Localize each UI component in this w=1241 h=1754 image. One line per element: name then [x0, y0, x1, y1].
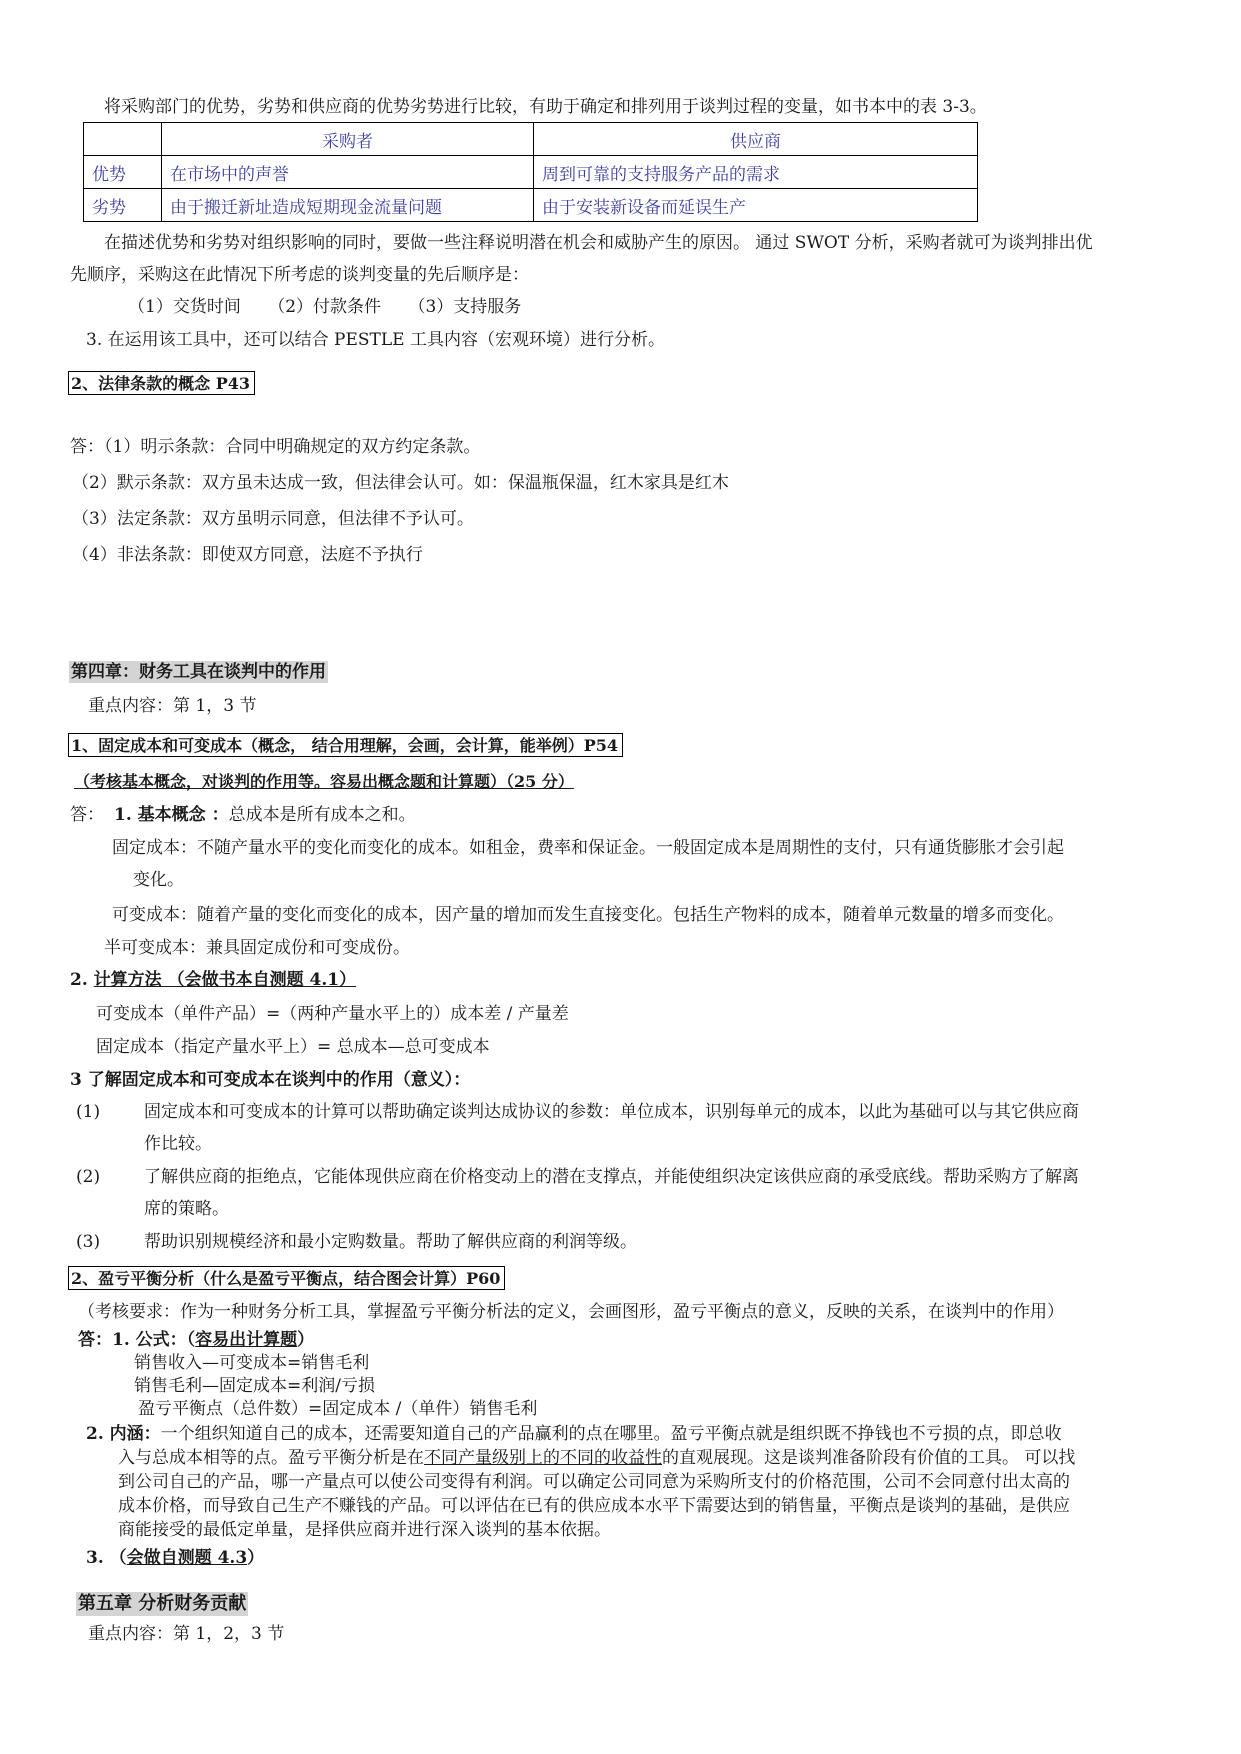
role-title: 3 了解固定成本和可变成本在谈判中的作用（意义）： [70, 1070, 471, 1090]
intro-paragraph: 将采购部门的优势，劣势和供应商的优势劣势进行比较，有助于确定和排列用于谈判过程的变量，如书本中的表 3-3。 [104, 97, 987, 117]
swot-table [83, 122, 978, 222]
swot-paragraph-line: 先顺序，采购这在此情况下所考虑的谈判变量的先后顺序是： [70, 265, 529, 285]
table-row [84, 156, 978, 189]
role-item-number: (2) [76, 1167, 101, 1187]
legal-answer-line: （3）法定条款：双方虽明示同意，但法律不予认可。 [72, 509, 474, 529]
table-header-cell [84, 123, 162, 156]
breakeven-formula-heading [78, 1330, 314, 1350]
meaning-line: 商能接受的最低定单量，是择供应商并进行深入谈判的基本依据。 [118, 1520, 611, 1540]
calc-method-number: 2. [70, 970, 94, 990]
meaning-label: 2. 内涵： [86, 1424, 161, 1444]
legal-answer-line: 答：（1）明示条款：合同中明确规定的双方约定条款。 [70, 437, 481, 457]
meaning-line [86, 1424, 1062, 1444]
breakeven-formula-line: 盈亏平衡点（总件数）=固定成本 /（单件）销售毛利 [138, 1399, 538, 1419]
formula-line: 固定成本（指定产量水平上）= 总成本—总可变成本 [96, 1037, 490, 1057]
pestle-note: 3. 在运用该工具中，还可以结合 PESTLE 工具内容（宏观环境）进行分析。 [86, 330, 665, 350]
role-item-line: 作比较。 [144, 1134, 212, 1154]
self-test-prefix: 3. （ [86, 1548, 127, 1568]
formula-line: 可变成本（单件产品）=（两种产量水平上的）成本差 / 产量差 [96, 1004, 569, 1024]
variable-cost-line: 可变成本：随着产量的变化而变化的成本，因产量的增加而发生直接变化。包括生产物料的成本，随着单元数量的增多而变化。 [112, 905, 1064, 925]
legal-answer-line: （4）非法条款：即使双方同意，法庭不予执行 [72, 545, 423, 565]
meaning-line: 成本价格，而导致自己生产不赚钱的产品。可以评估在已有的供应成本水平下需要达到的销售量，平衡点是谈判的基础，是供应 [118, 1496, 1070, 1516]
table-header-row [84, 123, 978, 156]
legal-answer-line: （2）默示条款：双方虽未达成一致，但法律会认可。如：保温瓶保温，红木家具是红木 [72, 473, 729, 493]
self-test-line [86, 1548, 264, 1568]
table-cell: 周到可靠的支持服务产品的需求 [534, 156, 978, 189]
fixed-cost-line: 固定成本：不随产量水平的变化而变化的成本。如租金，费率和保证金。一般固定成本是周期性的支付，只有通货膨胀才会引起 [112, 838, 1064, 858]
role-item-line: 席的策略。 [144, 1199, 229, 1219]
meaning-text: 一个组织知道自己的成本，还需要知道自己的产品赢利的点在哪里。盈亏平衡点就是组织既不挣钱也不亏损的点，即总收 [160, 1424, 1062, 1444]
swot-paragraph-line: 在描述优势和劣势对组织影响的同时，要做一些注释说明潜在机会和威胁产生的原因。 通过 SWOT 分析，采购者就可为谈判排出优 [104, 233, 1093, 253]
breakeven-formula-line: 销售收入—可变成本=销售毛利 [134, 1353, 370, 1373]
chapter-4-title: 第四章：财务工具在谈判中的作用 [71, 662, 326, 682]
table-cell: 优势 [84, 156, 162, 189]
self-test-note: 会做自测题 4.3 [126, 1548, 248, 1568]
semi-variable-cost-line: 半可变成本：兼具固定成份和可变成份。 [104, 938, 410, 958]
fixed-cost-line: 变化。 [133, 870, 184, 890]
table-cell: 由于安装新设备而延误生产 [534, 189, 978, 222]
section-title-breakeven: 2、盈亏平衡分析（什么是盈亏平衡点，结合图会计算）P60 [68, 1266, 505, 1290]
section-title-legal: 2、法律条款的概念 P43 [68, 371, 255, 395]
role-item-number: (1) [76, 1102, 101, 1122]
formula-suffix: ） [297, 1330, 315, 1350]
chapter-5-title: 第五章 分析财务贡献 [78, 1593, 247, 1614]
order-list: （1）交货时间 （2）付款条件 （3）支持服务 [128, 297, 522, 317]
answer-prefix: 答： [70, 805, 104, 825]
table-header-cell: 供应商 [534, 123, 978, 156]
meaning-line [118, 1448, 1075, 1468]
table-header-cell: 采购者 [162, 123, 534, 156]
self-test-suffix: ） [247, 1548, 265, 1568]
meaning-text: 入与总成本相等的点。盈亏平衡分析是在 [118, 1448, 424, 1468]
meaning-underlined-text: 不同产量级别上的不同的收益性 [424, 1448, 662, 1468]
role-item-line: 帮助识别规模经济和最小定购数量。帮助了解供应商的利润等级。 [144, 1232, 637, 1252]
table-row [84, 189, 978, 222]
meaning-line: 到公司自己的产品，哪一产量点可以使公司变得有利润。可以确定公司同意为采购所支付的价格范围，公司不会同意付出太高的 [118, 1472, 1070, 1492]
calc-method-label: 计算方法 （会做书本自测题 4.1） [93, 970, 357, 990]
table-cell: 由于搬迁新址造成短期现金流量问题 [162, 189, 534, 222]
basic-concept-text: 总成本是所有成本之和。 [228, 805, 416, 825]
role-item-line: 了解供应商的拒绝点，它能体现供应商在价格变动上的潜在支撑点，并能使组织决定该供应商的承受底线。帮助采购方了解离 [144, 1167, 1079, 1187]
table-cell: 在市场中的声誉 [162, 156, 534, 189]
basic-concept-label: 1. 基本概念 ： [114, 805, 229, 825]
cost-answer-line [70, 805, 416, 825]
table-cell: 劣势 [84, 189, 162, 222]
section-title-cost: 1、固定成本和可变成本（概念， 结合用理解，会画，会计算，能举例）P54 [68, 733, 623, 757]
breakeven-requirement: （考核要求：作为一种财务分析工具，掌握盈亏平衡分析法的定义，会画图形，盈亏平衡点的意义，反映的关系，在谈判中的作用） [78, 1302, 1064, 1322]
chapter-5-focus: 重点内容：第 1，2，3 节 [88, 1624, 285, 1644]
role-item-line: 固定成本和可变成本的计算可以帮助确定谈判达成协议的参数：单位成本，识别每单元的成本，以此为基础可以与其它供应商 [144, 1102, 1079, 1122]
formula-underlined-note: 容易出计算题 [195, 1330, 298, 1350]
breakeven-formula-line: 销售毛利—固定成本=利润/亏损 [134, 1376, 375, 1396]
chapter-4-focus: 重点内容：第 1，3 节 [88, 696, 257, 716]
role-item-number: (3) [76, 1232, 101, 1252]
formula-prefix: 答：1. 公式：（ [78, 1330, 196, 1350]
calc-method-line [70, 970, 356, 990]
meaning-text: 的直观展现。这是谈判准备阶段有价值的工具。 可以找 [662, 1448, 1076, 1468]
cost-requirement: （考核基本概念，对谈判的作用等。容易出概念题和计算题）（25 分） [74, 772, 574, 791]
